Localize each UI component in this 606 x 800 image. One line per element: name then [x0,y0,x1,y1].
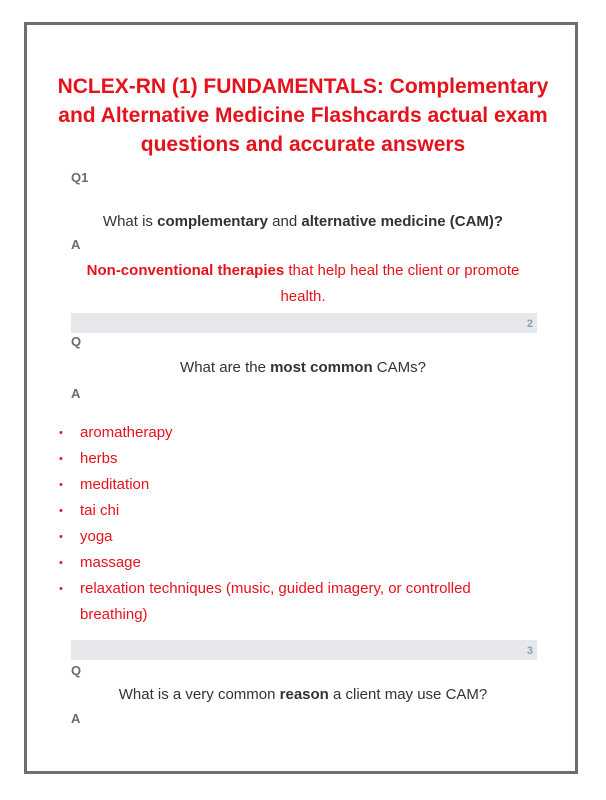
document-title: NCLEX-RN (1) FUNDAMENTALS: Complementary and Alternative Medicine Flashcards actual exam questions and accurate answers [57,75,549,156]
answer-label-2: A [71,386,81,401]
answer-label-3: A [71,711,81,726]
card-number-2: 2 [526,318,533,330]
question-1-text [71,213,535,230]
bullet-icon: • [59,479,63,491]
list-item [56,550,536,576]
list-item-text: aromatherapy [80,424,173,441]
answer-label-1: A [71,237,81,252]
list-item [56,420,536,446]
question-1-keyword: alternative medicine (CAM)? [301,213,504,230]
card-separator-3 [71,640,537,660]
list-item-text: relaxation techniques (music, guided imagery, or controlled breathing) [80,580,471,623]
list-item [56,498,536,524]
answer-1-keyword: Non-conventional therapies [86,262,285,279]
list-item-text: yoga [80,528,113,545]
question-2-part: CAMs? [372,359,426,376]
cam-list [56,420,536,628]
card-separator-2 [71,313,537,333]
bullet-icon: • [59,453,63,465]
question-2-part: What are the [180,359,271,376]
question-3-text [71,686,535,703]
question-3-keyword: reason [279,686,329,703]
question-3-part: What is a very common [118,686,280,703]
list-item [56,576,536,628]
question-label-1: Q1 [71,170,89,185]
question-2-keyword: most common [270,359,373,376]
list-item-text: meditation [80,476,150,493]
question-label-2: Q [71,334,82,349]
bullet-icon: • [59,427,63,439]
bullet-icon: • [59,583,63,595]
question-label-3: Q [71,663,82,678]
question-3-part: a client may use CAM? [328,686,488,703]
bullet-icon: • [59,557,63,569]
list-item-text: massage [80,554,141,571]
list-item-text: herbs [80,450,118,467]
question-1-keyword: complementary [157,213,268,230]
bullet-icon: • [59,531,63,543]
list-item [56,446,536,472]
card-number-3: 3 [526,645,533,657]
list-item [56,524,536,550]
question-2-text [71,359,535,376]
question-1-part: and [267,213,302,230]
answer-1-text [71,258,535,310]
list-item [56,472,536,498]
answer-1-part: that help heal the client or promote health. [280,262,520,305]
question-1-part: What is [102,213,158,230]
list-item-text: tai chi [80,502,120,519]
bullet-icon: • [59,505,63,517]
